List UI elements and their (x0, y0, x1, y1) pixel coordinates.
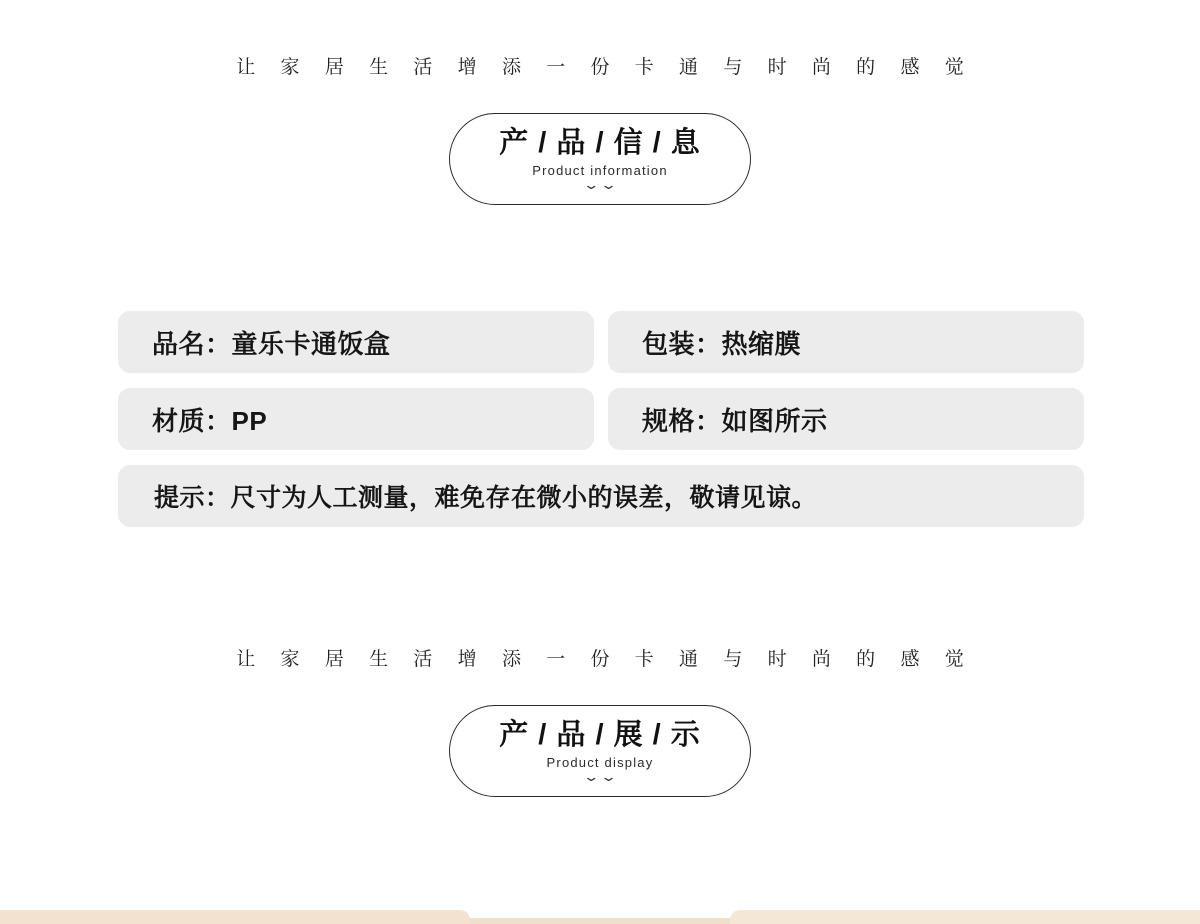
strip-left-segment (0, 910, 470, 924)
info-cell-note-text: 提示：尺寸为人工测量，难免存在微小的误差，敬请见谅。 (154, 484, 818, 512)
info-cell-specification (608, 388, 1084, 450)
info-cell-packaging-text: 包装：热缩膜 (642, 328, 802, 359)
info-cell-packaging (608, 311, 1084, 373)
product-info-table (118, 311, 1084, 542)
info-cell-product-name-text: 品名：童乐卡通饭盒 (152, 328, 391, 359)
chevron-down-icon: ⌄⌄ (582, 176, 618, 192)
tagline-product-information: 让 家 居 生 活 增 添 一 份 卡 通 与 时 尚 的 感 觉 (236, 57, 974, 78)
table-row (118, 388, 1084, 450)
bottom-decorative-strip (0, 908, 1200, 924)
badge-title-en-product-information: Product information (532, 162, 668, 178)
section-header-product-information (0, 52, 1200, 205)
badge-product-information (449, 113, 751, 205)
chevron-down-icon: ⌄⌄ (582, 768, 618, 784)
badge-title-cn-product-display: 产 / 品 / 展 / 示 (499, 719, 701, 752)
strip-center-segment (470, 918, 730, 924)
badge-product-display (449, 705, 751, 797)
table-row (118, 311, 1084, 373)
section-header-product-display (0, 644, 1200, 797)
info-cell-note (118, 465, 1084, 527)
info-cell-product-name (118, 311, 594, 373)
strip-right-segment (730, 910, 1200, 924)
info-cell-specification-text: 规格：如图所示 (642, 405, 828, 436)
table-row-note (118, 465, 1084, 527)
badge-title-en-product-display: Product display (546, 754, 654, 770)
info-cell-material-text: 材质：PP (152, 405, 268, 436)
tagline-product-display: 让 家 居 生 活 增 添 一 份 卡 通 与 时 尚 的 感 觉 (236, 649, 974, 670)
badge-title-cn-product-information: 产 / 品 / 信 / 息 (499, 127, 701, 160)
info-cell-material (118, 388, 594, 450)
